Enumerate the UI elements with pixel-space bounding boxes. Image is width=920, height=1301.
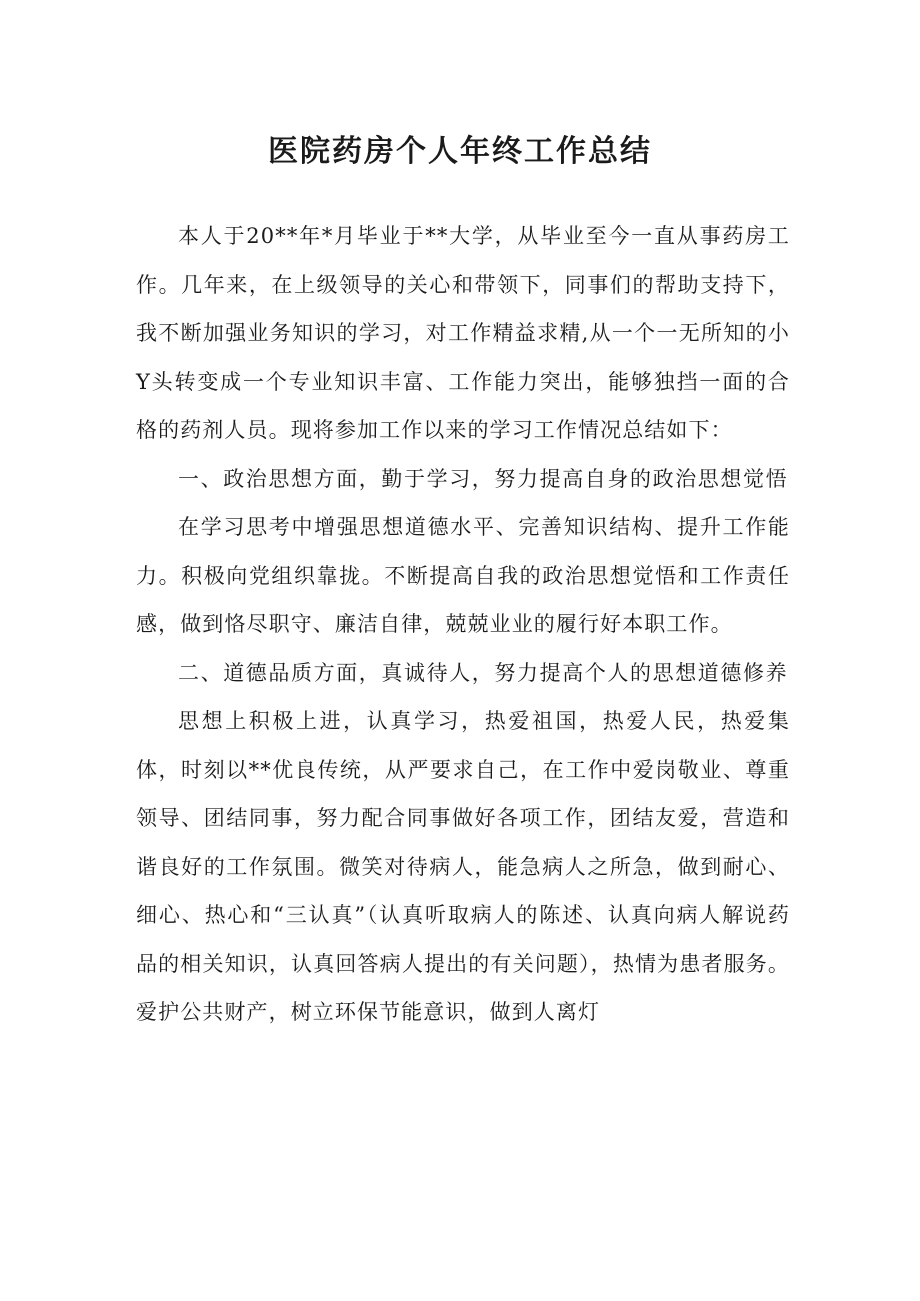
document-title: 医院药房个人年终工作总结 [268, 134, 652, 169]
document-body [136, 212, 790, 1037]
paragraph-political: 在学习思考中增强思想道德水平、完善知识结构、提升工作能力。积极向党组织靠拢。不断提高自我的政治思想觉悟和工作责任感，做到恪尽职守、廉洁自律，兢兢业业的履行好本职工作。 [136, 515, 790, 636]
paragraph-moral: 思想上积极上进，认真学习，热爱祖国，热爱人民，热爱集体，时刻以**优良传统，从严要求自己，在工作中爱岗敬业、尊重领导、团结同事，努力配合同事做好各项工作，团结友爱，营造和谐良好的工作氛围。微笑对待病人，能急病人之所急，做到耐心、细心、热心和“三认真”（认真听取病人的陈述、认真向病人解说药品的相关知识，认真回答病人提出的有关问题），热情为患者服务。爱护公共财产，树立环保节能意识，做到人离灯 [136, 709, 790, 1024]
paragraph-intro: 本人于20**年*月毕业于**大学，从毕业至今一直从事药房工作。几年来，在上级领导的关心和带领下，同事们的帮助支持下，我不断加强业务知识的学习，对工作精益求精,从一个一无所知的小Y头转变成一个专业知识丰富、工作能力突出，能够独挡一面的合格的药剂人员。现将参加工作以来的学习工作情况总结如下： [136, 224, 790, 442]
section-heading-political: 一、政治思想方面，勤于学习，努力提高自身的政治思想觉悟 [178, 466, 789, 491]
section-heading-moral: 二、道德品质方面，真诚待人，努力提高个人的思想道德修养 [178, 660, 789, 685]
